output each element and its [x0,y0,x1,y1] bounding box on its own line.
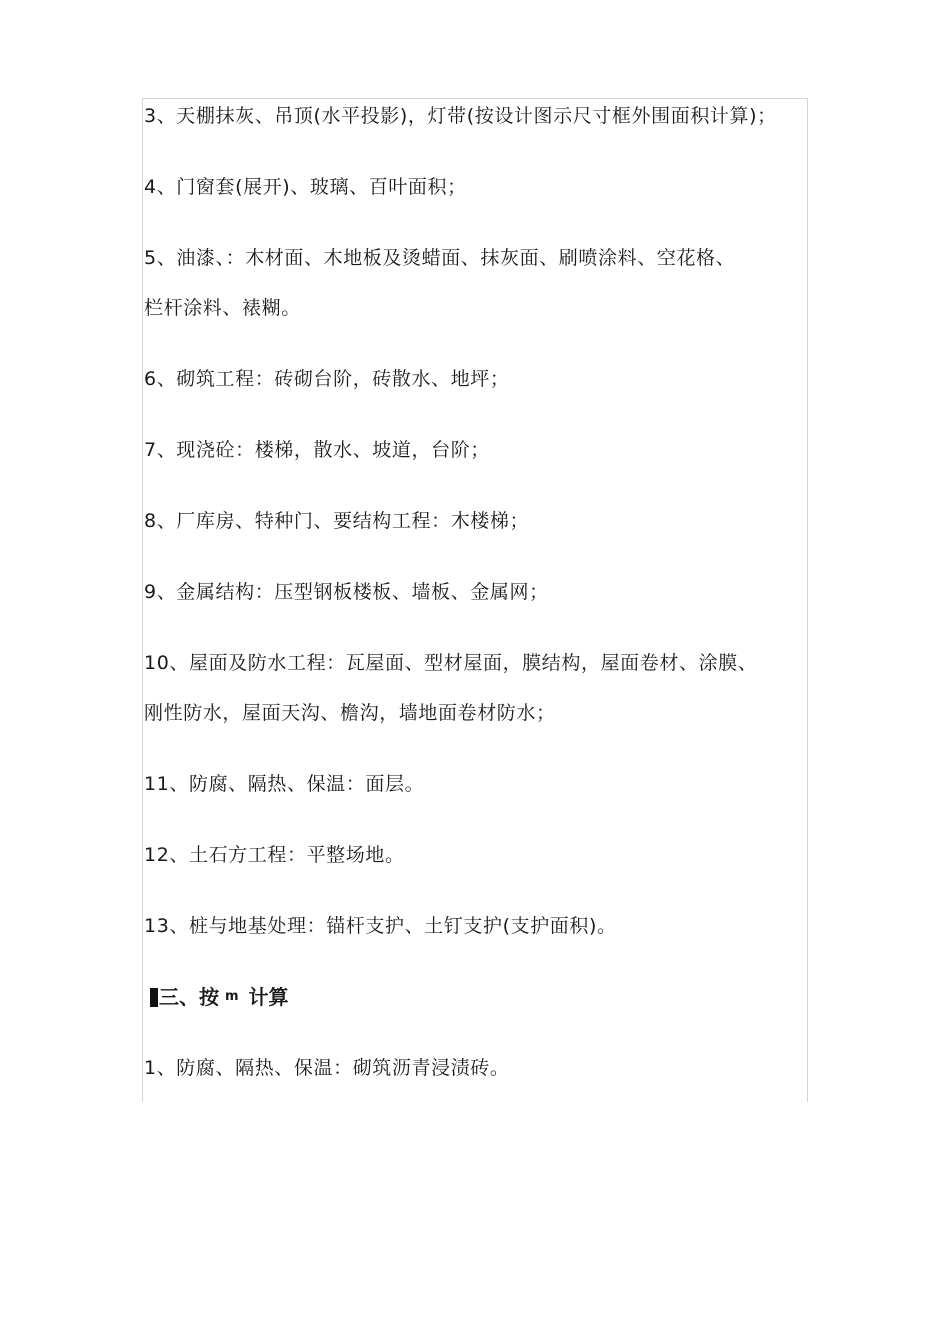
list-item [144,1056,812,1080]
list-item [144,175,812,199]
item-line: 1、防腐、隔热、保温：砌筑沥青浸渍砖。 [144,1057,510,1079]
section-heading-prefix: 三、按 [159,985,219,1009]
section-heading-suffix: 计算 [248,985,289,1009]
item-line: 8、厂库房、特种门、要结构工程：木楼梯； [144,510,530,532]
list-item [144,104,812,128]
heading-marker [150,988,158,1007]
list-item [144,651,812,725]
list-item [144,772,812,796]
list-item [144,438,812,462]
list-item [144,246,812,320]
item-line: 11、防腐、隔热、保温：面层。 [144,773,425,795]
item-line: 13、桩与地基处理：锚杆支护、土钉支护(支护面积)。 [144,915,617,937]
list-item [144,580,812,604]
item-line: 4、门窗套(展开)、玻璃、百叶面积； [144,176,467,198]
item-line: 5、油漆、：木材面、木地板及烫蜡面、抹灰面、刷喷涂料、空花格、 [144,247,736,269]
list-item [144,843,812,867]
item-line: 刚性防水，屋面天沟、檐沟，墙地面卷材防水； [144,702,556,724]
section-heading-unit: m [225,989,239,1004]
item-line: 12、土石方工程：平整场地。 [144,844,405,866]
item-line: 3、天棚抹灰、吊顶(水平投影)，灯带(按设计图示尺寸框外围面积计算)； [144,105,777,127]
section-heading [144,985,812,1009]
item-line: 9、金属结构：压型钢板楼板、墙板、金属网； [144,581,549,603]
document-body [144,104,812,1080]
item-line: 10、屋面及防水工程：瓦屋面、型材屋面，膜结构，屋面卷材、涂膜、 [144,652,758,674]
list-item [144,914,812,938]
item-line: 栏杆涂料、裱糊。 [144,297,301,319]
list-item [144,509,812,533]
item-line: 7、现浇砼：楼梯，散水、坡道，台阶； [144,439,490,461]
list-item [144,367,812,391]
item-line: 6、砌筑工程：砖砌台阶，砖散水、地坪； [144,368,510,390]
